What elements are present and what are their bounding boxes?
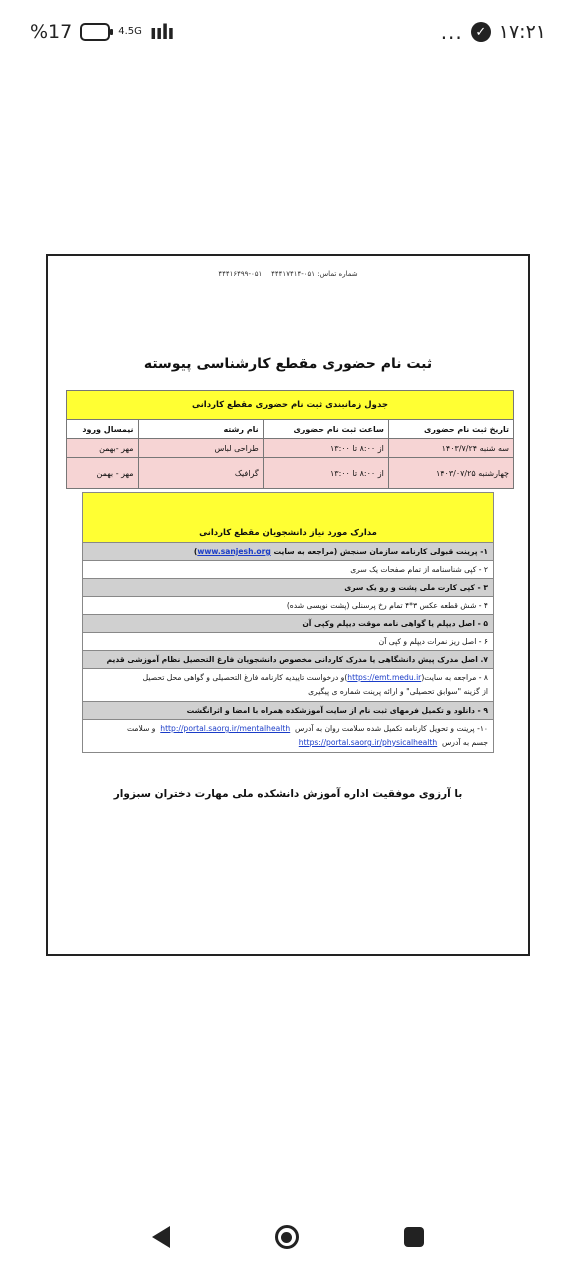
navigation-bar: [0, 1212, 576, 1262]
battery-icon: [80, 23, 110, 41]
list-item: ۷. اصل مدرک پیش دانشگاهی یا مدرک کاردانی مخصوص دانشجویان فارغ التحصیل نظام آموزشی قدیم: [83, 651, 494, 669]
table-row: سه شنبه ۱۴۰۳/۷/۲۴ از ۸:۰۰ تا ۱۳:۰۰ طراحی لباس مهر -بهمن: [67, 439, 514, 458]
col-major: نام رشته: [138, 420, 263, 439]
status-left: [30, 20, 173, 44]
documents-table: [82, 492, 494, 753]
status-right: [441, 20, 546, 44]
status-bar: [0, 0, 576, 64]
back-icon[interactable]: [152, 1226, 170, 1248]
sanjesh-link[interactable]: www.sanjesh.org: [197, 547, 271, 556]
document-title: ثبت نام حضوری مقطع کارشناسی پیوسته: [143, 356, 433, 372]
home-icon[interactable]: [275, 1225, 299, 1249]
network-type: 4.5G: [118, 26, 142, 37]
col-semester: نیمسال ورود: [67, 420, 139, 439]
signal-icon: ıılı: [149, 20, 174, 44]
document-image: [46, 254, 530, 956]
emt-link[interactable]: https://emt.medu.ir: [347, 673, 422, 682]
more-notifications-icon: ...: [440, 20, 463, 44]
list-item: ۹ - دانلود و تکمیل فرمهای ثبت نام از سایت آموزشکده همراه با امضا و اثرانگشت: [83, 702, 494, 720]
list-item: ۳ - کپی کارت ملی پشت و رو یک سری: [83, 579, 494, 597]
list-item: ۶ - اصل ریز نمرات دیپلم و کپی آن: [83, 633, 494, 651]
battery-percent: %17: [30, 21, 73, 43]
list-item: ۱- پرینت قبولی کارنامه سازمان سنجش (مراجعه به سایت www.sanjesh.org): [83, 543, 494, 561]
list-item: ۲ - کپی شناسنامه از تمام صفحات یک سری: [83, 561, 494, 579]
schedule-heading: جدول زمانبندی ثبت نام حضوری مقطع کاردانی: [67, 391, 514, 420]
closing-note: با آرزوی موفقیت اداره آموزش دانشکده ملی مهارت دختران سبزوار: [113, 788, 463, 800]
documents-heading: مدارک مورد نیاز دانشجویان مقطع کاردانی: [83, 493, 494, 543]
col-time: ساعت ثبت نام حضوری: [263, 420, 388, 439]
clock: ۱۷:۲۱: [498, 21, 546, 43]
phone-numbers: شماره تماس: ۰۵۱-۴۴۴۱۷۴۱۴ ۰۵۱-۴۴۴۱۶۴۹۹: [218, 270, 358, 278]
list-item: ۵ - اصل دیپلم یا گواهی نامه موقت دیپلم وکپی آن: [83, 615, 494, 633]
schedule-table: [66, 390, 514, 489]
mentalhealth-link[interactable]: http://portal.saorg.ir/mentalhealth: [160, 724, 291, 733]
check-circle-icon: ✓: [471, 22, 491, 42]
list-item: ۴ - شش قطعه عکس ۳*۴ تمام رخ پرسنلی (پشت نویسی شده): [83, 597, 494, 615]
physicalhealth-link[interactable]: https://portal.saorg.ir/physicalhealth: [298, 738, 438, 747]
list-item: ۸ - مراجعه به سایت(https://emt.medu.ir)و درخواست تاییدیه کارنامه فارغ التحصیلی و گواهی محل تحصیل از گزینه "سوابق تحصیلی" و ارائه پرینت شماره ی پیگیری: [83, 669, 494, 702]
list-item: ۱۰- پرینت و تحویل کارنامه تکمیل شده سلامت روان به آدرس http://portal.saorg.ir/mentalhealth و سلامت جسم به آدرس https://portal.saorg.ir/physicalhealth: [83, 720, 494, 753]
col-date: تاریخ ثبت نام حضوری: [388, 420, 513, 439]
recents-icon[interactable]: [404, 1227, 424, 1247]
table-row: چهارشنبه ۱۴۰۳/۰۷/۲۵ از ۸:۰۰ تا ۱۳:۰۰ گرافیک مهر - بهمن: [67, 458, 514, 489]
